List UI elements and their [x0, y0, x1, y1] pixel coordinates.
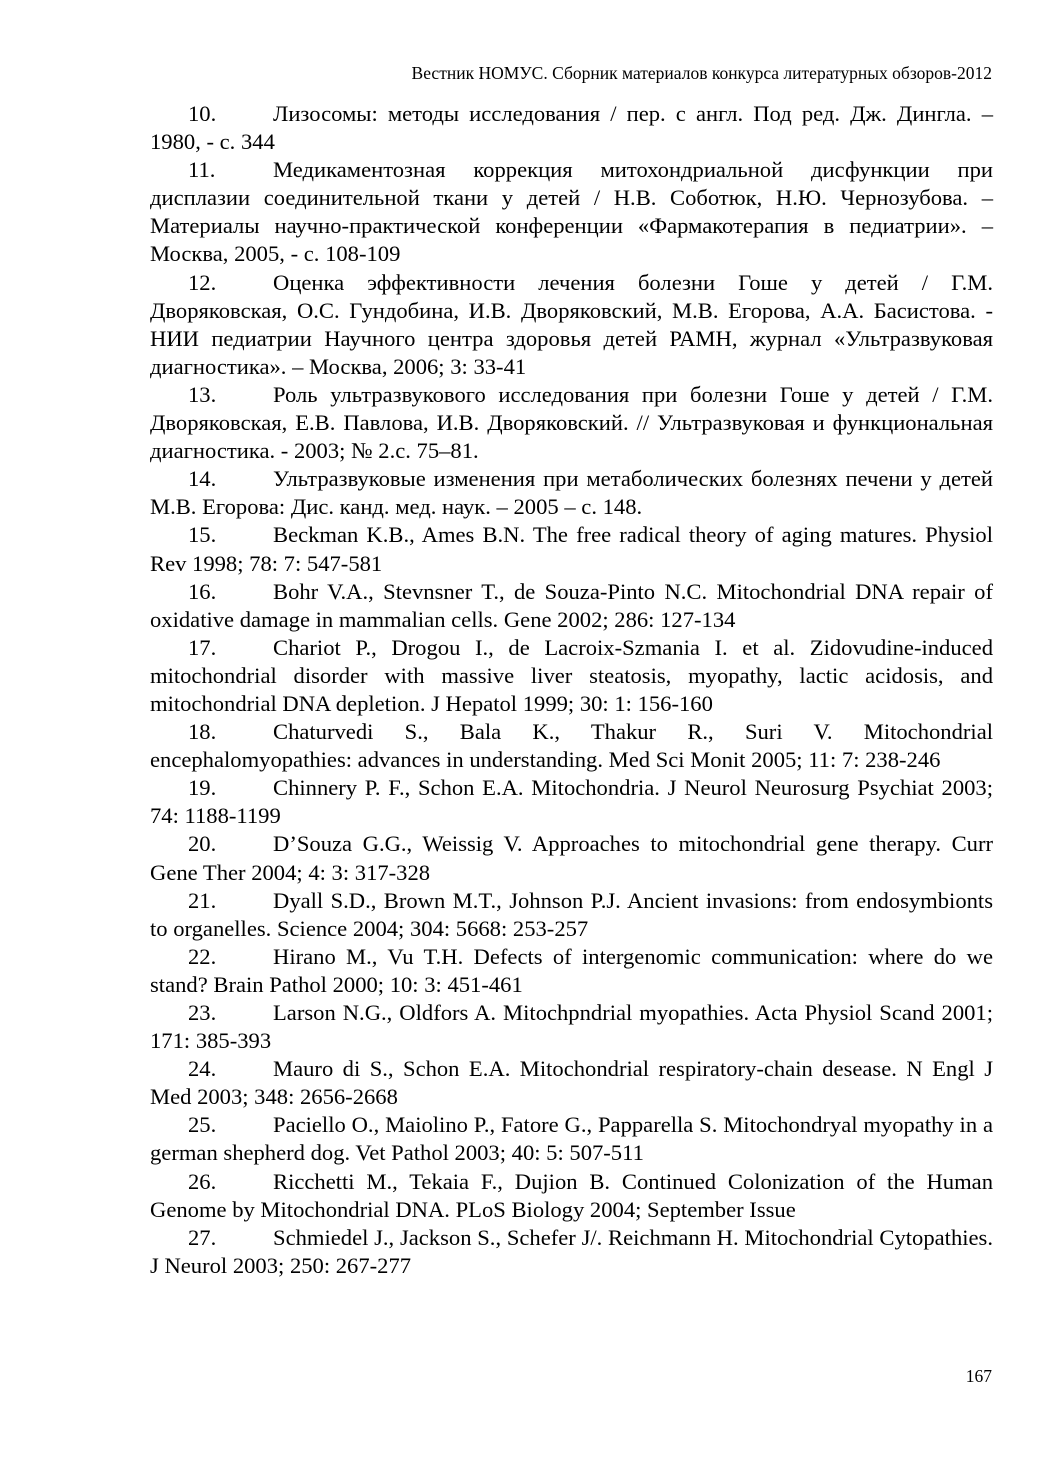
- reference-item: [150, 774, 993, 830]
- reference-item: [150, 269, 993, 381]
- reference-text: Ricchetti M., Tekaia F., Dujion B. Continued Colonization of the Human Genome by Mitochondrial DNA. PLoS Biology 2004; September Issue: [150, 1168, 993, 1222]
- reference-text: Медикаментозная коррекция митохондриальной дисфункции при дисплазии соединительной ткани у детей / Н.В. Соботюк, Н.Ю. Чернозубова. – Материалы научно-практической конференции «Фармакотерапия в педиатрии». – Москва, 2005, - с. 108-109: [150, 157, 993, 267]
- reference-text: Ультразвуковые изменения при метаболических болезнях печени у детей М.В. Егорова: Дис. канд. мед. наук. – 2005 – с. 148.: [150, 466, 993, 520]
- reference-number: 13.: [188, 381, 217, 407]
- reference-number: 26.: [188, 1168, 217, 1194]
- reference-item: [150, 830, 993, 886]
- reference-number: 18.: [188, 719, 217, 745]
- reference-number: 23.: [188, 1000, 217, 1025]
- reference-item: [150, 578, 993, 634]
- reference-item: [150, 100, 993, 156]
- reference-number: 21.: [188, 887, 217, 913]
- reference-number: 25.: [188, 1112, 217, 1138]
- reference-text: Chaturvedi S., Bala K., Thakur R., Suri V. Mitochondrial encephalomyopathies: advances in understanding. Med Sci Monit 2005; 11: 7: 238-246: [150, 719, 993, 773]
- reference-item: [150, 1055, 993, 1111]
- reference-number: 16.: [188, 578, 217, 604]
- reference-text: Bohr V.A., Stevnsner T., de Souza-Pinto N.C. Mitochondrial DNA repair of oxidative damage in mammalian cells. Gene 2002; 286: 127-134: [150, 578, 993, 632]
- reference-number: 17.: [188, 634, 217, 660]
- reference-item: [150, 521, 993, 577]
- reference-item: [150, 1224, 993, 1280]
- reference-number: 11.: [188, 157, 216, 183]
- reference-item: [150, 465, 993, 521]
- reference-number: 19.: [188, 775, 217, 801]
- reference-text: Paciello O., Maiolino P., Fatore G., Papparella S. Mitochondryal myopathy in a german shepherd dog. Vet Pathol 2003; 40: 5: 507-511: [150, 1112, 993, 1166]
- reference-text: Chinnery P. F., Schon E.A. Mitochondria. J Neurol Neurosurg Psychiat 2003; 74: 1188-1199: [150, 775, 993, 829]
- reference-item: [150, 718, 993, 774]
- reference-number: 22.: [188, 943, 217, 969]
- reference-text: D’Souza G.G., Weissig V. Approaches to mitochondrial gene therapy. Curr Gene Ther 2004; 4: 3: 317-328: [150, 831, 993, 885]
- reference-text: Dyall S.D., Brown M.T., Johnson P.J. Ancient invasions: from endosymbionts to organelles. Science 2004; 304: 5668: 253-257: [150, 887, 993, 941]
- reference-text: Schmiedel J., Jackson S., Schefer J/. Reichmann H. Mitochondrial Cytopathies. J Neurol 2003; 250: 267-277: [150, 1224, 993, 1278]
- reference-text: Роль ультразвукового исследования при болезни Гоше у детей / Г.М. Дворяковская, Е.В. Павлова, И.В. Дворяковский. // Ультразвуковая и функциональная диагностика. - 2003; № 2.с. 75–81.: [150, 381, 993, 464]
- reference-item: [150, 156, 993, 268]
- reference-number: 12.: [188, 269, 217, 295]
- reference-number: 14.: [188, 466, 217, 492]
- reference-text: Hirano M., Vu T.H. Defects of intergenomic communication: where do we stand? Brain Pathol 2000; 10: 3: 451-461: [150, 943, 993, 997]
- reference-item: [150, 943, 993, 999]
- reference-number: 24.: [188, 1056, 217, 1082]
- reference-item: [150, 1168, 993, 1224]
- page-number: 167: [965, 1366, 992, 1386]
- reference-text: Chariot P., Drogou I., de Lacroix-Szmania I. et al. Zidovudine-induced mitochondrial disorder with massive liver steatosis, myopathy, lactic acidosis, and mitochondrial DNA depletion. J Hepatol 1999; 30: 1: 156-160: [150, 634, 993, 716]
- page-header: Вестник НОМУС. Сборник материалов конкурса литературных обзоров-2012: [411, 63, 992, 83]
- reference-item: [150, 381, 993, 465]
- reference-item: [150, 1111, 993, 1167]
- reference-text: Beckman K.B., Ames B.N. The free radical theory of aging matures. Physiol Rev 1998; 78: 7: 547-581: [150, 522, 993, 576]
- reference-text: Larson N.G., Oldfors A. Mitochpndrial myopathies. Acta Physiol Scand 2001; 171: 385-393: [150, 1000, 993, 1054]
- reference-number: 27.: [188, 1224, 217, 1250]
- reference-text: Mauro di S., Schon E.A. Mitochondrial respiratory-chain desease. N Engl J Med 2003; 348: 2656-2668: [150, 1056, 993, 1110]
- reference-item: [150, 634, 993, 718]
- reference-item: [150, 887, 993, 943]
- reference-text: Лизосомы: методы исследования / пер. с англ. Под ред. Дж. Дингла. – 1980, - с. 344: [150, 101, 993, 155]
- reference-list: [150, 100, 993, 1280]
- reference-number: 20.: [188, 831, 217, 857]
- reference-text: Оценка эффективности лечения болезни Гоше у детей / Г.М. Дворяковская, О.С. Гундобина, И.В. Дворяковский, М.В. Егорова, А.А. Басистова. - НИИ педиатрии Научного центра здоровья детей РАМН, журнал «Ультразвуковая диагностика». – Москва, 2006; 3: 33-41: [150, 269, 993, 379]
- reference-item: [150, 999, 993, 1055]
- reference-number: 10.: [188, 101, 217, 126]
- reference-number: 15.: [188, 522, 217, 548]
